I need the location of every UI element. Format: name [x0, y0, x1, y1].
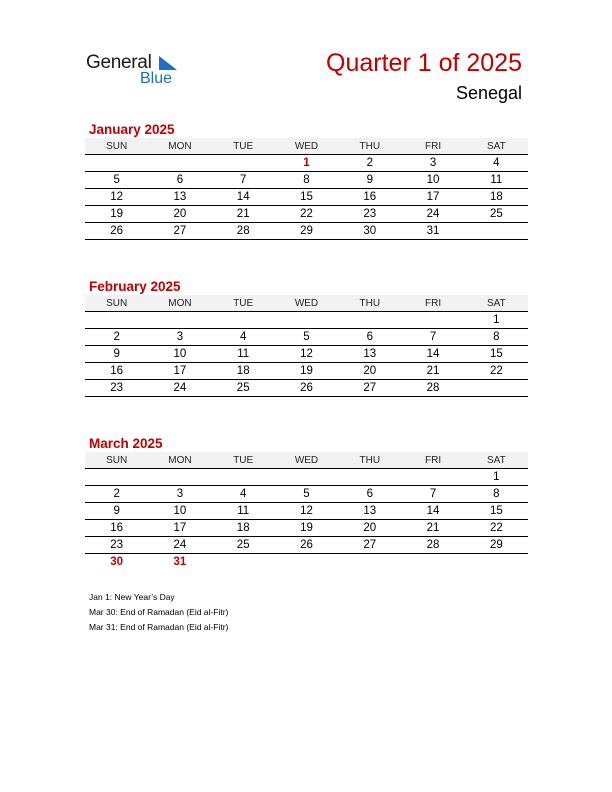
day-cell: 26 — [85, 223, 148, 240]
weekday-label: TUE — [212, 138, 275, 155]
day-cell: 6 — [338, 486, 401, 503]
day-cell: 29 — [275, 223, 338, 240]
day-cell: 31 — [173, 556, 187, 568]
day-cell — [148, 469, 211, 486]
day-cell: 4 — [212, 329, 275, 346]
month-grid — [85, 452, 528, 570]
day-cell: 6 — [148, 172, 211, 189]
weekday-label: SUN — [85, 138, 148, 155]
day-cell — [212, 155, 275, 172]
day-cell: 10 — [401, 172, 464, 189]
month-calendar — [85, 122, 528, 240]
day-cell — [338, 312, 401, 329]
day-cell: 11 — [212, 503, 275, 520]
day-cell: 10 — [148, 346, 211, 363]
day-cell: 3 — [401, 155, 464, 172]
day-cell: 7 — [401, 329, 464, 346]
day-cell: 22 — [465, 520, 528, 537]
week-row — [85, 189, 528, 206]
day-cell: 13 — [148, 189, 211, 206]
day-cell — [148, 155, 211, 172]
weekday-label: WED — [275, 138, 338, 155]
day-cell: 26 — [275, 537, 338, 554]
weekday-label: THU — [338, 138, 401, 155]
day-cell: 28 — [401, 380, 464, 397]
weekday-label: WED — [275, 452, 338, 469]
week-row — [85, 172, 528, 189]
day-cell: 8 — [465, 329, 528, 346]
day-cell: 2 — [85, 486, 148, 503]
week-row — [85, 155, 528, 172]
day-cell — [401, 469, 464, 486]
day-cell — [401, 312, 464, 329]
day-cell: 5 — [85, 172, 148, 189]
weekday-header-row — [85, 452, 528, 469]
day-cell: 24 — [148, 380, 211, 397]
day-cell: 13 — [338, 346, 401, 363]
week-row — [85, 503, 528, 520]
day-cell — [212, 469, 275, 486]
day-cell: 2 — [85, 329, 148, 346]
logo-word-blue: Blue — [140, 70, 173, 87]
day-cell: 31 — [401, 223, 464, 240]
weekday-label: THU — [338, 295, 401, 312]
day-cell: 4 — [212, 486, 275, 503]
day-cell: 23 — [85, 537, 148, 554]
day-cell: 27 — [148, 223, 211, 240]
day-cell: 29 — [465, 537, 528, 554]
day-cell: 15 — [275, 189, 338, 206]
week-row — [85, 554, 528, 571]
weekday-label: SAT — [465, 452, 528, 469]
weekday-header-row — [85, 138, 528, 155]
week-row — [85, 206, 528, 223]
day-cell — [275, 469, 338, 486]
holiday-note: Jan 1: New Year’s Day — [89, 592, 175, 602]
day-cell: 26 — [275, 380, 338, 397]
day-cell: 20 — [338, 520, 401, 537]
day-cell: 18 — [212, 520, 275, 537]
weekday-header-row — [85, 295, 528, 312]
weekday-label: SAT — [465, 138, 528, 155]
weekday-label: SAT — [465, 295, 528, 312]
week-row — [85, 329, 528, 346]
day-cell: 7 — [401, 486, 464, 503]
day-cell: 22 — [275, 206, 338, 223]
day-cell: 8 — [275, 172, 338, 189]
day-cell: 21 — [212, 206, 275, 223]
day-cell — [212, 554, 275, 571]
day-cell: 15 — [465, 503, 528, 520]
day-cell: 25 — [212, 537, 275, 554]
day-cell — [465, 554, 528, 571]
day-cell: 14 — [401, 346, 464, 363]
day-cell: 28 — [212, 223, 275, 240]
day-cell: 25 — [465, 206, 528, 223]
day-cell: 25 — [212, 380, 275, 397]
day-cell: 16 — [338, 189, 401, 206]
week-row — [85, 486, 528, 503]
day-cell: 11 — [212, 346, 275, 363]
weekday-label: SUN — [85, 452, 148, 469]
week-row — [85, 469, 528, 486]
day-cell: 9 — [85, 346, 148, 363]
day-cell: 12 — [275, 503, 338, 520]
day-cell: 18 — [465, 189, 528, 206]
day-cell: 5 — [275, 486, 338, 503]
day-cell: 21 — [401, 520, 464, 537]
weekday-label: FRI — [401, 295, 464, 312]
day-cell: 8 — [465, 486, 528, 503]
day-cell: 9 — [85, 503, 148, 520]
day-cell — [465, 380, 528, 397]
day-cell — [275, 554, 338, 571]
day-cell: 19 — [85, 206, 148, 223]
week-row — [85, 380, 528, 397]
week-row — [85, 537, 528, 554]
weekday-label: FRI — [401, 138, 464, 155]
day-cell: 27 — [338, 380, 401, 397]
day-cell: 19 — [275, 520, 338, 537]
day-cell: 16 — [85, 363, 148, 380]
day-cell: 1 — [275, 155, 338, 172]
day-cell: 23 — [338, 206, 401, 223]
day-cell — [465, 223, 528, 240]
month-calendar — [85, 436, 528, 570]
day-cell: 5 — [275, 329, 338, 346]
day-cell: 2 — [338, 155, 401, 172]
day-cell — [275, 312, 338, 329]
day-cell: 12 — [85, 189, 148, 206]
day-cell: 18 — [212, 363, 275, 380]
week-row — [85, 363, 528, 380]
day-cell: 7 — [212, 172, 275, 189]
month-calendar — [85, 279, 528, 397]
day-cell — [85, 312, 148, 329]
weekday-label: WED — [275, 295, 338, 312]
day-cell: 17 — [148, 520, 211, 537]
day-cell: 28 — [401, 537, 464, 554]
day-cell: 24 — [401, 206, 464, 223]
month-grid — [85, 295, 528, 397]
day-cell: 24 — [148, 537, 211, 554]
day-cell: 3 — [148, 329, 211, 346]
day-cell: 19 — [275, 363, 338, 380]
weekday-label: TUE — [212, 295, 275, 312]
month-title: March 2025 — [89, 436, 163, 451]
day-cell — [212, 312, 275, 329]
day-cell: 27 — [338, 537, 401, 554]
day-cell: 12 — [275, 346, 338, 363]
week-row — [85, 312, 528, 329]
day-cell: 17 — [401, 189, 464, 206]
logo-word-general: General — [86, 52, 152, 73]
weekday-label: FRI — [401, 452, 464, 469]
country-name: Senegal — [455, 83, 522, 103]
weekday-label: MON — [148, 452, 211, 469]
holiday-note: Mar 30: End of Ramadan (Eid al-Fitr) — [89, 607, 229, 617]
day-cell: 17 — [148, 363, 211, 380]
weekday-label: TUE — [212, 452, 275, 469]
generalblue-logo — [86, 50, 196, 90]
day-cell: 4 — [465, 155, 528, 172]
day-cell — [85, 469, 148, 486]
day-cell: 20 — [338, 363, 401, 380]
week-row — [85, 223, 528, 240]
weekday-label: MON — [148, 138, 211, 155]
week-row — [85, 346, 528, 363]
day-cell: 20 — [148, 206, 211, 223]
day-cell — [148, 312, 211, 329]
day-cell: 9 — [338, 172, 401, 189]
day-cell — [85, 155, 148, 172]
month-grid — [85, 138, 528, 240]
day-cell: 3 — [148, 486, 211, 503]
month-title: January 2025 — [89, 122, 175, 137]
day-cell — [401, 554, 464, 571]
day-cell: 1 — [465, 469, 528, 486]
day-cell: 22 — [465, 363, 528, 380]
day-cell: 11 — [465, 172, 528, 189]
day-cell: 23 — [85, 380, 148, 397]
day-cell: 30 — [338, 223, 401, 240]
holiday-note: Mar 31: End of Ramadan (Eid al-Fitr) — [89, 622, 229, 632]
day-cell: 13 — [338, 503, 401, 520]
weekday-label: MON — [148, 295, 211, 312]
day-cell: 14 — [401, 503, 464, 520]
day-cell — [338, 469, 401, 486]
day-cell — [338, 554, 401, 571]
day-cell: 15 — [465, 346, 528, 363]
day-cell: 16 — [85, 520, 148, 537]
month-title: February 2025 — [89, 279, 181, 294]
page-title: Quarter 1 of 2025 — [326, 49, 522, 77]
day-cell: 10 — [148, 503, 211, 520]
day-cell: 30 — [110, 556, 124, 568]
weekday-label: SUN — [85, 295, 148, 312]
day-cell: 6 — [338, 329, 401, 346]
holiday-notes — [89, 590, 228, 635]
week-row — [85, 520, 528, 537]
weekday-label: THU — [338, 452, 401, 469]
day-cell: 1 — [465, 312, 528, 329]
day-cell: 21 — [401, 363, 464, 380]
day-cell: 14 — [212, 189, 275, 206]
